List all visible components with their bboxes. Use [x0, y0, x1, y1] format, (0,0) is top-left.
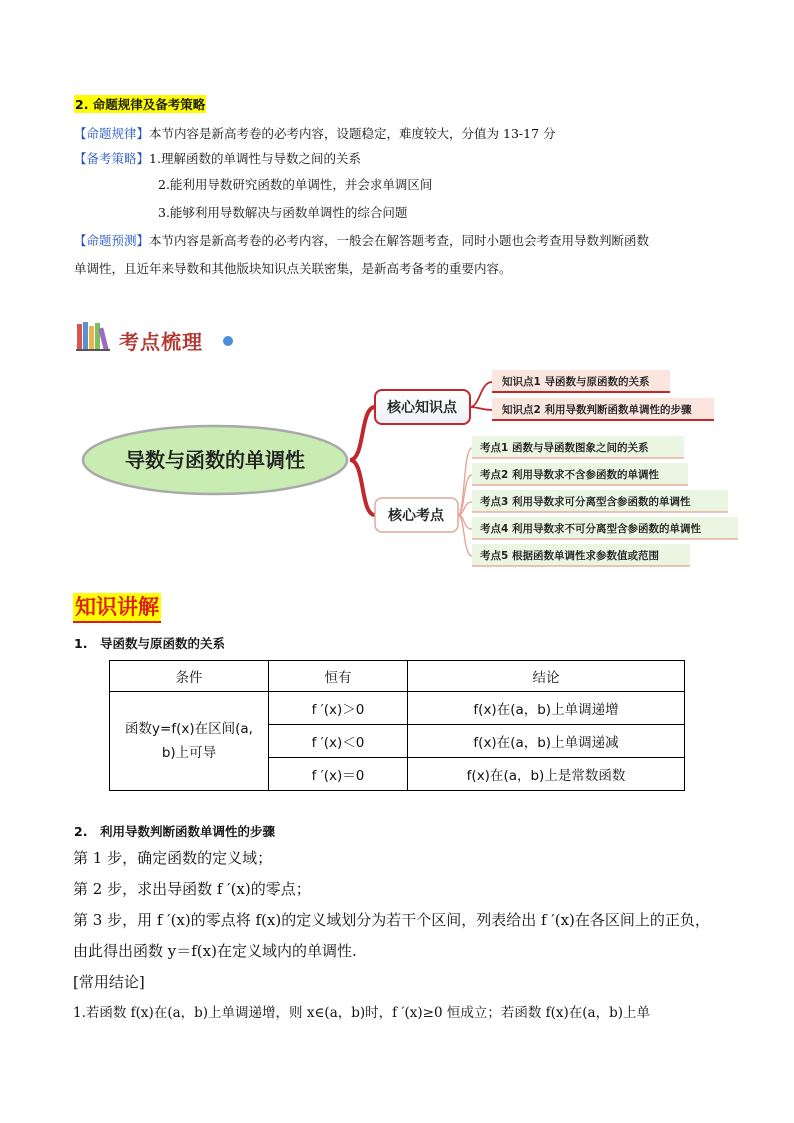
- common-conclusion-label: [常用结论]: [73, 973, 145, 991]
- table-cell: f(x)在(a，b)上是常数函数: [408, 758, 685, 791]
- topic-item-label: 考点5 根据函数单调性求参数值或范围: [480, 550, 659, 562]
- strategy-item: 2.能利用导数研究函数的单调性，并会求单调区间: [158, 177, 433, 192]
- title-dot: [223, 336, 233, 346]
- strategy-paragraph: [74, 146, 361, 171]
- condition-line: b)上可导: [161, 745, 217, 761]
- section-heading: 2. 命题规律及备考策略: [75, 97, 206, 112]
- table-cell: f(x)在(a，b)上单调递增: [408, 692, 685, 725]
- forecast-paragraph: [74, 228, 649, 253]
- rule-text: 本节内容是新高考卷的必考内容，设题稳定，难度较大，分值为 13-17 分: [149, 126, 556, 141]
- branch1-label: 核心知识点: [387, 400, 457, 416]
- table-header-row: [110, 661, 685, 692]
- subsection-heading: 2. 利用导数判断函数单调性的步骤: [74, 824, 275, 839]
- step-line: 第 1 步，确定函数的定义域；: [73, 849, 273, 867]
- step-line: 第 3 步，用 f ′(x)的零点将 f(x)的定义域划分为若干个区间，列表给出 f ′(x)在各区间上的正负，: [73, 911, 710, 929]
- table-cell: f(x)在(a，b)上单调递减: [408, 725, 685, 758]
- knowledge-title: 知识讲解: [73, 593, 161, 623]
- step-line: 由此得出函数 y＝f(x)在定义域内的单调性.: [73, 942, 357, 960]
- relation-table: [109, 660, 685, 791]
- subsection-heading: 1. 导函数与原函数的关系: [74, 636, 225, 651]
- topic-item-label: 考点4 利用导数求不可分离型含参函数的单调性: [480, 523, 701, 535]
- topic-item-label: 考点1 函数与导函数图象之间的关系: [480, 442, 649, 454]
- rule-tag: 【命题规律】: [74, 126, 150, 141]
- conclusion-line: 1.若函数 f(x)在(a，b)上单调递增，则 x∈(a，b)时，f ′(x)≥0 恒成立；若函数 f(x)在(a，b)上单: [73, 1005, 651, 1021]
- table-cell: f ′(x)＜0: [269, 725, 408, 758]
- table-cell: f ′(x)＞0: [269, 692, 408, 725]
- topic-item-label: 知识点1 导函数与原函数的关系: [502, 376, 650, 388]
- table-row: [110, 692, 685, 725]
- kaodian-title: 考点梳理: [119, 330, 203, 354]
- table-header-cell: 结论: [408, 661, 685, 692]
- books-icon: [76, 320, 114, 352]
- topic-item-label: 考点3 利用导数求可分离型含参函数的单调性: [480, 496, 691, 508]
- strategy-item: 3.能够利用导数解决与函数单调性的综合问题: [158, 205, 408, 220]
- table-cell: f ′(x)＝0: [269, 758, 408, 791]
- forecast-text-continued: 单调性，且近年来导数和其他版块知识点关联密集，是新高考备考的重要内容。: [74, 261, 512, 276]
- table-condition-cell: [110, 692, 269, 791]
- forecast-text: 本节内容是新高考卷的必考内容，一般会在解答题考查，同时小题也会考查用导数判断函数: [149, 233, 650, 248]
- topic-item-label: 考点2 利用导数求不含参函数的单调性: [480, 469, 659, 481]
- topic-item-label: 知识点2 利用导数判断函数单调性的步骤: [502, 404, 692, 416]
- rule-paragraph: [74, 121, 556, 146]
- strategy-tag: 【备考策略】: [74, 151, 150, 166]
- mind-map: [80, 362, 750, 577]
- table-header-cell: 恒有: [269, 661, 408, 692]
- step-line: 第 2 步，求出导函数 f ′(x)的零点；: [73, 880, 311, 898]
- forecast-tag: 【命题预测】: [74, 233, 150, 248]
- central-topic: 导数与函数的单调性: [125, 448, 305, 472]
- table-header-cell: 条件: [110, 661, 269, 692]
- condition-line: 函数y=f(x)在区间(a,: [125, 721, 253, 737]
- branch2-label: 核心考点: [388, 508, 444, 524]
- strategy-item: 1.理解函数的单调性与导数之间的关系: [149, 151, 361, 166]
